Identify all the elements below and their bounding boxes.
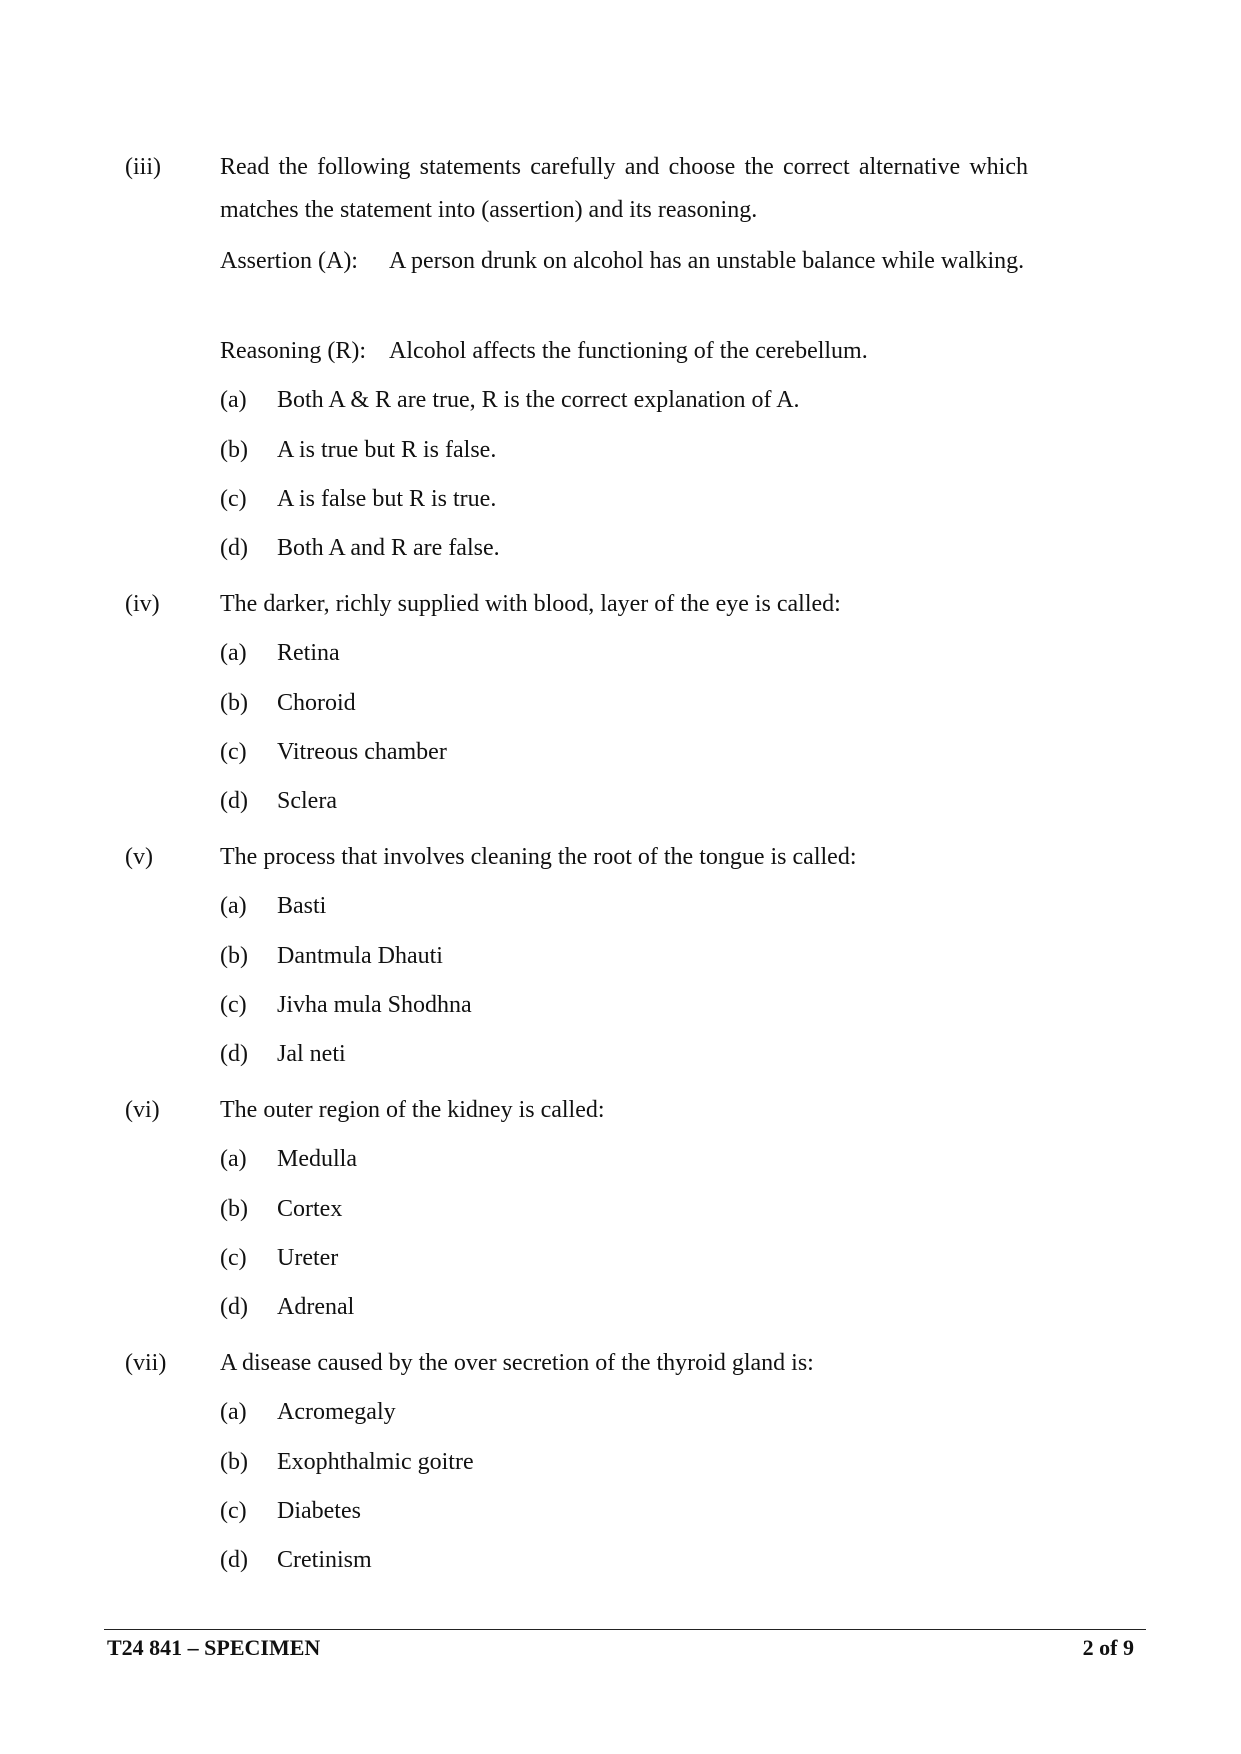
option-letter: (c): [220, 486, 247, 512]
option-letter: (d): [220, 535, 248, 561]
question-stem: The process that involves cleaning the root of the tongue is called:: [220, 844, 857, 870]
option-letter: (a): [220, 893, 247, 919]
question-number: (iv): [125, 591, 160, 617]
option-vii-d[interactable]: [220, 1544, 372, 1576]
option-vii-c[interactable]: [220, 1495, 361, 1527]
option-vi-c[interactable]: [220, 1242, 338, 1274]
option-text: Acromegaly: [277, 1399, 396, 1425]
option-text: Both A and R are false.: [277, 535, 500, 561]
option-text: Choroid: [277, 690, 356, 716]
question-number: (vii): [125, 1350, 167, 1376]
option-letter: (a): [220, 1399, 247, 1425]
option-text: Exophthalmic goitre: [277, 1449, 474, 1475]
option-text: Medulla: [277, 1146, 357, 1172]
option-text: Both A & R are true, R is the correct explanation of A.: [277, 387, 800, 413]
option-vi-a[interactable]: [220, 1143, 357, 1175]
option-letter: (d): [220, 1041, 248, 1067]
question-stem: The darker, richly supplied with blood, layer of the eye is called:: [220, 591, 841, 617]
option-iv-d[interactable]: [220, 785, 337, 817]
option-text: Vitreous chamber: [277, 739, 447, 765]
option-text: Jivha mula Shodhna: [277, 992, 472, 1018]
option-text: Ureter: [277, 1245, 339, 1271]
option-letter: (b): [220, 943, 248, 969]
option-letter: (a): [220, 1146, 247, 1172]
option-text: Sclera: [277, 788, 337, 814]
question-number: (iii): [125, 154, 161, 180]
option-iv-a[interactable]: [220, 637, 340, 669]
option-text: Cretinism: [277, 1547, 372, 1573]
option-letter: (d): [220, 1547, 248, 1573]
assertion-text: A person drunk on alcohol has an unstable balance while walking.: [389, 248, 1025, 274]
option-iii-c[interactable]: [220, 483, 496, 515]
question-stem: The outer region of the kidney is called:: [220, 1097, 605, 1123]
option-letter: (c): [220, 1498, 247, 1524]
option-vi-d[interactable]: [220, 1291, 354, 1323]
footer-paper-code: T24 841 – SPECIMEN: [107, 1635, 321, 1660]
option-letter: (b): [220, 1196, 248, 1222]
option-letter: (c): [220, 992, 247, 1018]
reasoning-text: Alcohol affects the functioning of the cerebellum.: [389, 338, 868, 364]
option-text: Cortex: [277, 1196, 343, 1222]
option-text: A is false but R is true.: [277, 486, 497, 512]
footer-divider: [104, 1629, 1146, 1630]
option-text: Jal neti: [277, 1041, 346, 1067]
option-v-c[interactable]: [220, 989, 472, 1021]
option-iv-b[interactable]: [220, 687, 356, 719]
option-v-a[interactable]: [220, 890, 326, 922]
question-stem: A disease caused by the over secretion of the thyroid gland is:: [220, 1350, 814, 1376]
option-vi-b[interactable]: [220, 1193, 342, 1225]
option-iii-a[interactable]: [220, 384, 800, 416]
option-v-d[interactable]: [220, 1038, 346, 1070]
option-text: Basti: [277, 893, 327, 919]
option-vii-b[interactable]: [220, 1446, 474, 1478]
reasoning-label: Reasoning (R):: [220, 338, 366, 364]
question-number: (vi): [125, 1097, 160, 1123]
option-letter: (a): [220, 387, 247, 413]
option-iv-c[interactable]: [220, 736, 447, 768]
option-text: Adrenal: [277, 1294, 355, 1320]
option-text: Retina: [277, 640, 340, 666]
option-letter: (b): [220, 690, 248, 716]
question-stem: Read the following statements carefully and choose the correct alternative which matches the statement into (assertion) and its reasoning.: [220, 154, 1028, 223]
option-iii-d[interactable]: [220, 532, 500, 564]
footer-page-number: 2 of 9: [1082, 1635, 1134, 1660]
option-letter: (c): [220, 1245, 247, 1271]
option-letter: (b): [220, 1449, 248, 1475]
option-letter: (d): [220, 1294, 248, 1320]
option-letter: (d): [220, 788, 248, 814]
option-text: Dantmula Dhauti: [277, 943, 443, 969]
option-letter: (c): [220, 739, 247, 765]
option-vii-a[interactable]: [220, 1396, 396, 1428]
option-iii-b[interactable]: [220, 434, 496, 466]
option-text: A is true but R is false.: [277, 437, 497, 463]
option-letter: (a): [220, 640, 247, 666]
option-v-b[interactable]: [220, 940, 443, 972]
option-text: Diabetes: [277, 1498, 361, 1524]
option-letter: (b): [220, 437, 248, 463]
question-number: (v): [125, 844, 153, 870]
assertion-label: Assertion (A):: [220, 248, 358, 274]
